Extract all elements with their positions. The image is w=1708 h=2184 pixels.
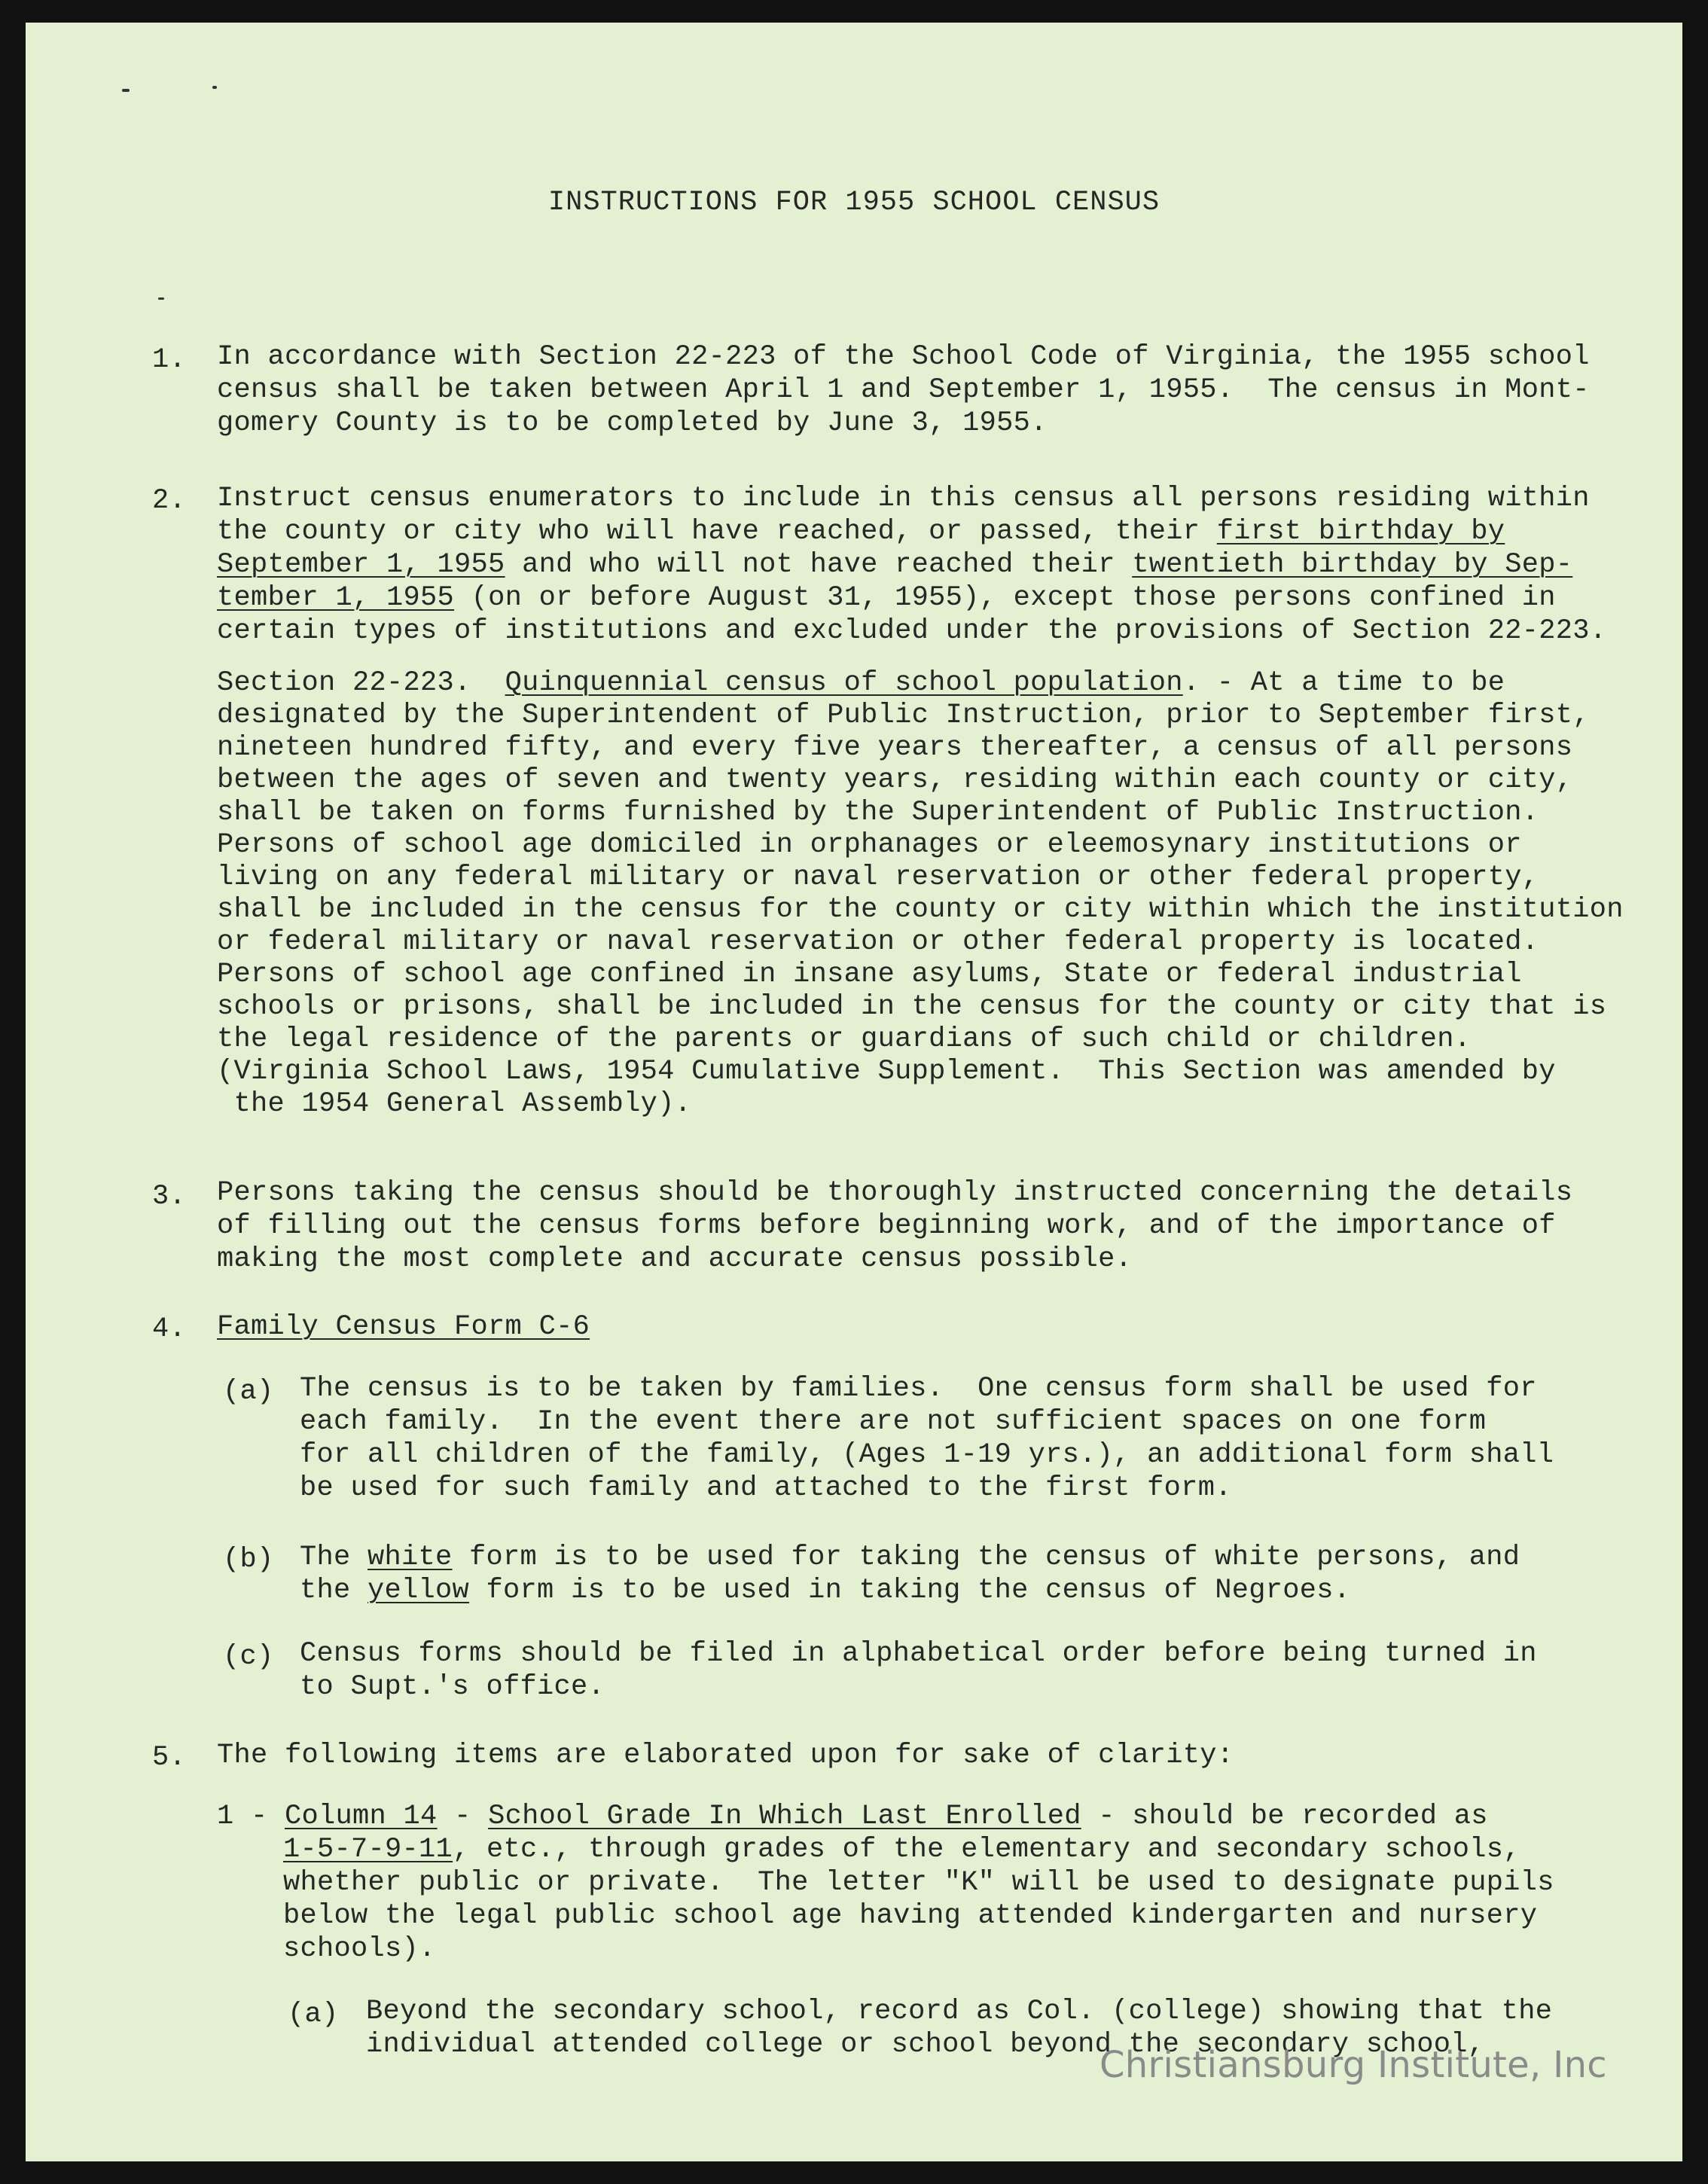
text-line: Persons of school age domiciled in orphanages or eleemosynary institutions or bbox=[217, 829, 1522, 861]
item-2-paragraph bbox=[217, 482, 1606, 648]
text-segment: the county or city who will have reached, or passed, their bbox=[217, 516, 1217, 548]
text-line: the legal residence of the parents or guardians of such child or children. bbox=[217, 1023, 1472, 1055]
underlined-phrase: September 1, 1955 bbox=[217, 549, 505, 581]
underlined-phrase: white bbox=[368, 1542, 453, 1573]
text-line: the 1954 General Assembly). bbox=[217, 1088, 692, 1120]
text-line: shall be included in the census for the county or city within which the institution bbox=[217, 894, 1624, 926]
text-line: schools or prisons, shall be included in the census for the county or city that is bbox=[217, 991, 1607, 1023]
text-line: making the most complete and accurate census possible. bbox=[217, 1243, 1133, 1275]
text-line: (Virginia School Laws, 1954 Cumulative Supplement. This Section was amended by bbox=[217, 1056, 1556, 1087]
section-quote bbox=[217, 667, 1624, 1121]
text-line: shall be taken on forms furnished by the Superintendent of Public Instruction. bbox=[217, 797, 1539, 828]
text-segment: the bbox=[300, 1575, 368, 1606]
text-line bbox=[217, 1833, 1554, 1866]
text-line: census shall be taken between April 1 and September 1, 1955. The census in Mont- bbox=[217, 374, 1590, 406]
text-line: Beyond the secondary school, record as Col. (college) showing that the bbox=[366, 1996, 1553, 2027]
text-segment: form is to be used for taking the census of white persons, and bbox=[452, 1542, 1520, 1573]
page-title: INSTRUCTIONS FOR 1955 SCHOOL CENSUS bbox=[547, 187, 1161, 218]
item-4a-label: (a) bbox=[223, 1376, 274, 1408]
text-line: for all children of the family, (Ages 1-19 yrs.), an additional form shall bbox=[300, 1439, 1554, 1471]
underlined-phrase: Quinquennial census of school population bbox=[505, 667, 1183, 699]
text-line: below the legal public school age having attended kindergarten and nursery bbox=[283, 1900, 1538, 1932]
item-3-paragraph bbox=[217, 1176, 1572, 1276]
text-segment: form is to be used in taking the census of Negroes. bbox=[469, 1575, 1351, 1606]
ink-speck bbox=[158, 297, 164, 300]
text-line: Census forms should be filed in alphabetical order before being turned in bbox=[300, 1638, 1537, 1670]
item-5-number: 5. bbox=[152, 1742, 187, 1774]
text-segment: and who will not have reached their bbox=[505, 549, 1133, 581]
text-segment: Section 22-223. bbox=[217, 667, 505, 699]
text-line bbox=[217, 515, 1606, 548]
text-line: be used for such family and attached to the first form. bbox=[300, 1472, 1232, 1504]
text-line: between the ages of seven and twenty years, residing within each county or city, bbox=[217, 764, 1573, 796]
ink-speck bbox=[122, 89, 130, 92]
text-line: designated by the Superintendent of Public Instruction, prior to September first, bbox=[217, 700, 1590, 731]
text-segment: . - At a time to be bbox=[1182, 667, 1505, 699]
item-4c-label: (c) bbox=[223, 1641, 274, 1673]
text-line: to Supt.'s office. bbox=[300, 1671, 605, 1703]
ink-speck bbox=[212, 86, 217, 89]
underlined-phrase: twentieth birthday by Sep- bbox=[1132, 549, 1573, 581]
item-5-intro: The following items are elaborated upon for sake of clarity: bbox=[217, 1740, 1234, 1771]
text-line: or federal military or naval reservation or other federal property is located. bbox=[217, 926, 1539, 958]
text-line: schools). bbox=[283, 1933, 436, 1965]
text-line bbox=[217, 667, 1624, 700]
document-body bbox=[26, 23, 1682, 2161]
item-5-sub1-paragraph bbox=[217, 1800, 1554, 1966]
text-line: individual attended college or school beyond the secondary school, bbox=[366, 2029, 1485, 2060]
text-segment: The bbox=[300, 1542, 368, 1573]
text-line: nineteen hundred fifty, and every five years thereafter, a census of all persons bbox=[217, 732, 1573, 764]
document-page bbox=[26, 23, 1682, 2161]
text-line: In accordance with Section 22-223 of the School Code of Virginia, the 1955 school bbox=[217, 341, 1590, 373]
item-4a-paragraph bbox=[300, 1372, 1554, 1505]
underlined-phrase: Column 14 bbox=[285, 1801, 438, 1832]
item-4-number: 4. bbox=[152, 1313, 187, 1345]
underlined-phrase: 1-5-7-9-11 bbox=[283, 1834, 453, 1865]
text-line: living on any federal military or naval reservation or other federal property, bbox=[217, 862, 1539, 893]
item-3-number: 3. bbox=[152, 1181, 187, 1212]
text-line bbox=[217, 1800, 1554, 1833]
text-line: gomery County is to be completed by June 3, 1955. bbox=[217, 407, 1048, 439]
text-segment: , etc., through grades of the elementary and secondary schools, bbox=[453, 1834, 1520, 1865]
item-4b-label: (b) bbox=[223, 1544, 274, 1575]
item-1-number: 1. bbox=[152, 344, 187, 376]
watermark: Christiansburg Institute, Inc bbox=[1099, 2044, 1607, 2086]
text-line bbox=[217, 548, 1606, 581]
underlined-phrase: School Grade In Which Last Enrolled bbox=[488, 1801, 1081, 1832]
text-line: The census is to be taken by families. One census form shall be used for bbox=[300, 1373, 1537, 1405]
item-1-paragraph bbox=[217, 340, 1590, 440]
item-4-heading: Family Census Form C-6 bbox=[217, 1311, 590, 1343]
text-segment: - bbox=[437, 1801, 489, 1832]
item-5-sub1a-label: (a) bbox=[288, 1999, 339, 2030]
item-2-number: 2. bbox=[152, 485, 187, 517]
underlined-phrase: yellow bbox=[368, 1575, 470, 1606]
text-line: each family. In the event there are not sufficient spaces on one form bbox=[300, 1406, 1487, 1438]
item-4b-paragraph bbox=[300, 1541, 1520, 1607]
text-line bbox=[217, 581, 1606, 615]
text-segment: - should be recorded as bbox=[1081, 1801, 1488, 1832]
underlined-phrase: first birthday by bbox=[1216, 516, 1505, 548]
item-4c-paragraph bbox=[300, 1637, 1537, 1704]
text-segment: (on or before August 31, 1955), except those persons confined in bbox=[454, 582, 1556, 614]
text-line: certain types of institutions and excluded under the provisions of Section 22-223. bbox=[217, 615, 1607, 647]
underlined-phrase: tember 1, 1955 bbox=[217, 582, 455, 614]
text-segment: 1 - bbox=[217, 1801, 285, 1832]
text-line bbox=[300, 1574, 1520, 1607]
text-line: Persons of school age confined in insane asylums, State or federal industrial bbox=[217, 959, 1522, 990]
text-line: Instruct census enumerators to include in this census all persons residing within bbox=[217, 483, 1590, 514]
text-line: Persons taking the census should be thoroughly instructed concerning the details bbox=[217, 1177, 1573, 1209]
text-line bbox=[300, 1541, 1520, 1574]
text-line: whether public or private. The letter "K" will be used to designate pupils bbox=[283, 1867, 1554, 1899]
text-line: of filling out the census forms before beginning work, and of the importance of bbox=[217, 1210, 1556, 1242]
